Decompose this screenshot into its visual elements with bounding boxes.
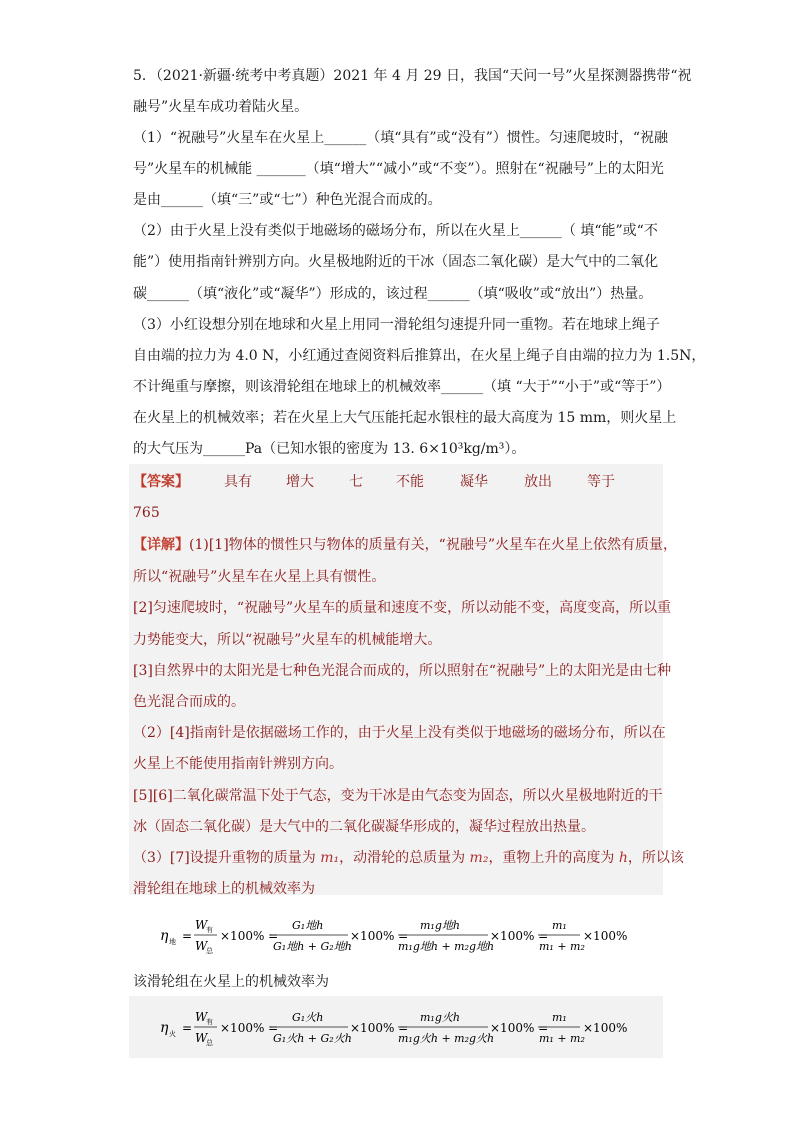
answer-value: 增大: [286, 474, 314, 490]
explanation-6-line2: 滑轮组在地球上的机械效率为: [133, 881, 315, 897]
eta-subscript: 地: [169, 938, 176, 946]
percent-text: ×100% =: [490, 929, 549, 943]
explanation-7: 该滑轮组在火星上的机械效率为: [133, 974, 329, 990]
explanation-3-line1: [3]自然界中的太阳光是七种色光混合而成的，所以照射在“祝融号”上的太阳光是由七种: [133, 663, 672, 679]
part2-line1: （2）由于火星上没有类似于地磁场的磁场分布，所以在火星上______（ 填“能”或“不: [133, 223, 658, 239]
mass-m1: m₁: [320, 850, 340, 866]
m-numerator: m₁g火h: [420, 1011, 460, 1024]
w-denominator: W: [195, 1031, 208, 1045]
answer-value: 不能: [396, 474, 424, 490]
ratio-denominator: m₁ + m₂: [539, 940, 585, 953]
formula-mars: [160, 1000, 640, 1059]
g-numerator: G₁地h: [292, 919, 324, 932]
explanation-2-line1: [2]匀速爬坡时，“祝融号”火星车的质量和速度不变，所以动能不变，高度变高，所以重: [133, 600, 672, 616]
percent-text: ×100%: [583, 929, 628, 943]
part3-line2: 自由端的拉力为 4.0 N，小红通过查阅资料后推算出，在火星上绳子自由端的拉力为 1.5N，: [133, 348, 706, 364]
g-numerator: G₁火h: [292, 1011, 324, 1024]
percent-text: ×100%: [583, 1021, 628, 1035]
question-header-cont: 融号”火星车成功着陆火星。: [133, 99, 309, 115]
explanation-text: ，重物上升的高度为: [488, 850, 619, 866]
height-h: h: [618, 850, 628, 866]
answer-value: 放出: [524, 474, 552, 490]
explanation-3-line2: 色光混合而成的。: [133, 694, 245, 710]
part3-line4: 在火星上的机械效率；若在火星上大气压能托起水银柱的最大高度为 15 mm，则火星上: [133, 410, 677, 426]
mass-m2: m₂: [469, 850, 489, 866]
svg-text:=: =: [182, 1021, 193, 1035]
explanation-5-line2: 冰（固态二氧化碳）是大气中的二氧化碳凝华形成的，凝华过程放出热量。: [133, 819, 595, 835]
w-denominator-sub: 总: [206, 947, 213, 955]
part1-line1: （1）“祝融号”火星车在火星上______（填“具有”或“没有”）惯性。匀速爬坡时，“祝融: [133, 130, 669, 146]
w-denominator: W: [195, 939, 208, 953]
percent-text: ×100% =: [220, 929, 279, 943]
eta-subscript: 火: [169, 1030, 176, 1038]
g-denominator: G₁地h + G₂地h: [273, 940, 352, 953]
answer-value-last: 765: [133, 505, 160, 521]
g-denominator: G₁火h + G₂火h: [273, 1032, 352, 1045]
ratio-numerator: m₁: [552, 1011, 567, 1024]
answer-value: 具有: [224, 474, 252, 490]
part3-line5: 的大气压为______Pa（已知水银的密度为 13. 6×10³kg/m³）。: [133, 441, 526, 457]
explanation-4-line2: 火星上不能使用指南针辨别方向。: [133, 756, 343, 772]
part1-line2: 号”火星车的机械能 _______（填“增大”“减小”或“不变”）。照射在“祝融号”上的太阳光: [133, 161, 664, 177]
explanation-2-line2: 力势能变大，所以“祝融号”火星车的机械能增大。: [133, 632, 442, 648]
answer-line: [133, 472, 653, 492]
formula-earth: [160, 908, 640, 967]
explanation-5-line1: [5][6]二氧化碳常温下处于气态，变为干冰是由气态变为固态，所以火星极地附近的干: [133, 788, 663, 804]
part3-line1: （3）小红设想分别在地球和火星上用同一滑轮组匀速提升同一重物。若在地球上绳子: [133, 317, 660, 333]
formula-mars-svg: [160, 1000, 640, 1056]
svg-text:=: =: [182, 929, 193, 943]
explanation-text: (1)[1]物体的惯性只与物体的质量有关，“祝融号”火星车在火星上依然有质量，: [189, 537, 677, 553]
percent-text: ×100% =: [220, 1021, 279, 1035]
explanation-1-line1: [133, 535, 677, 555]
w-numerator: W: [195, 918, 208, 932]
part2-line3: 碳______（填“液化”或“凝华”）形成的，该过程______（填“吸收”或“放出”）热量。: [133, 286, 653, 302]
part1-line3: 是由______（填“三”或“七”）种色光混合而成的。: [133, 192, 442, 208]
percent-text: ×100% =: [350, 929, 409, 943]
explanation-text: ，动滑轮的总质量为: [339, 850, 470, 866]
question-header: 5．（2021·新疆·统考中考真题）2021 年 4 月 29 日，我国“天问一号”火星探测器携带“祝: [133, 68, 692, 84]
explanation-6-line1: [133, 848, 684, 868]
ratio-numerator: m₁: [552, 919, 567, 932]
answer-value: 等于: [587, 474, 615, 490]
m-denominator: m₁g地h + m₂g地h: [398, 940, 495, 953]
explanation-label: 【详解】: [133, 537, 189, 553]
m-denominator: m₁g火h + m₂g火h: [398, 1032, 495, 1045]
w-numerator-sub: 有: [206, 926, 213, 934]
explanation-text: ，所以该: [627, 850, 684, 866]
answer-value: 七: [349, 474, 363, 490]
m-numerator: m₁g地h: [420, 919, 460, 932]
percent-text: ×100% =: [490, 1021, 549, 1035]
explanation-1-line2: 所以“祝融号”火星车在火星上具有惯性。: [133, 569, 386, 585]
part2-line2: 能”）使用指南针辨别方向。火星极地附近的干冰（固态二氧化碳）是大气中的二氧化: [133, 254, 659, 270]
percent-text: ×100% =: [350, 1021, 409, 1035]
explanation-4-line1: （2）[4]指南针是依据磁场工作的，由于火星上没有类似于地磁场的磁场分布，所以在: [133, 725, 666, 741]
answer-value: 凝华: [460, 474, 488, 490]
w-denominator-sub: 总: [206, 1039, 213, 1047]
answer-label: 【答案】: [133, 474, 189, 490]
ratio-denominator: m₁ + m₂: [539, 1032, 585, 1045]
eta-symbol: η: [160, 1020, 169, 1036]
explanation-text: （3）[7]设提升重物的质量为: [133, 850, 321, 866]
w-numerator: W: [195, 1010, 208, 1024]
w-numerator-sub: 有: [206, 1018, 213, 1026]
formula-earth-svg: [160, 908, 640, 964]
part3-line3: 不计绳重与摩擦，则该滑轮组在地球上的机械效率______（填 “大于”“小于”或“等于”）: [133, 379, 671, 395]
eta-symbol: η: [160, 928, 169, 944]
